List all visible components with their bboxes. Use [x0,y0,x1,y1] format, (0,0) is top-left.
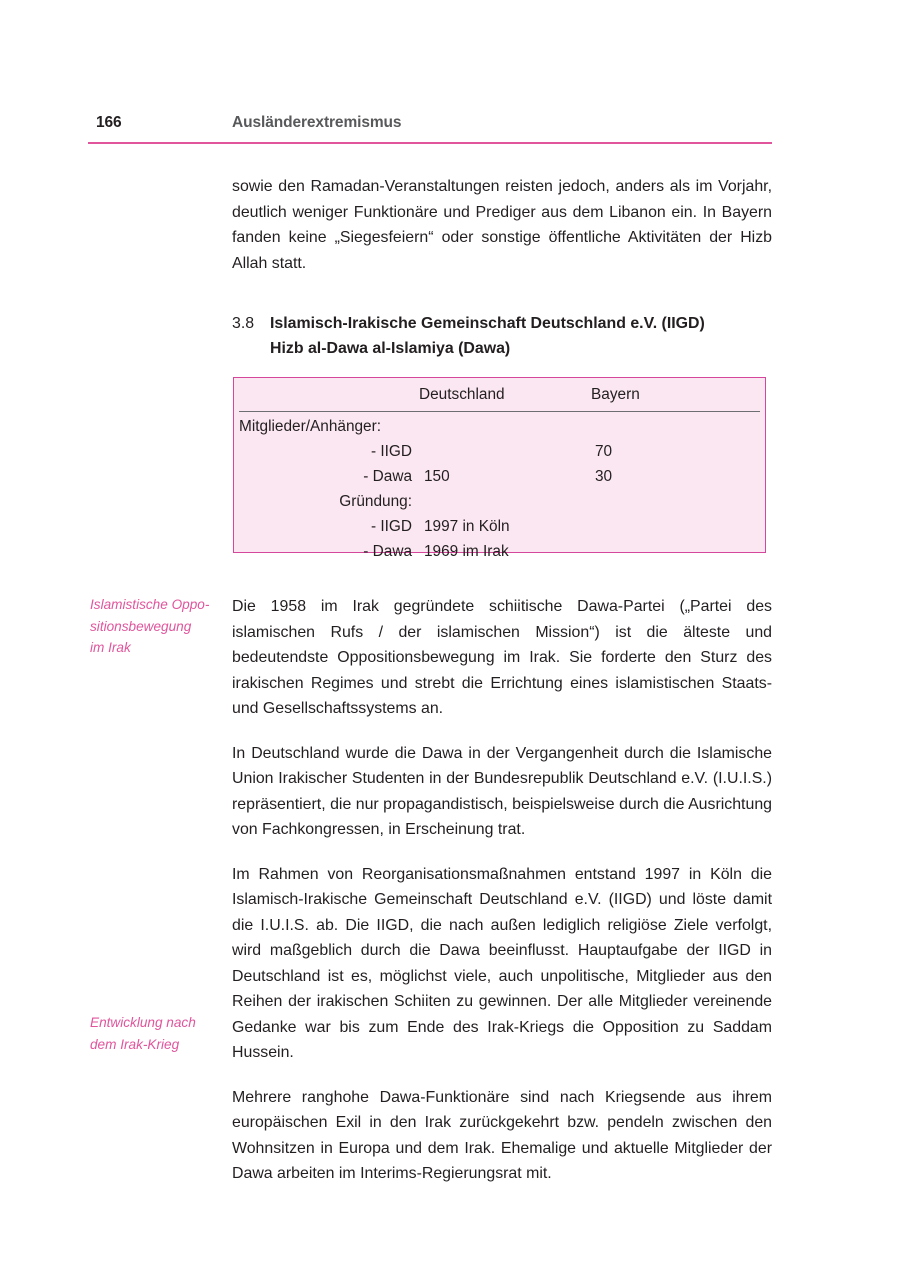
table-row [234,543,765,568]
main-text-column [232,594,772,1187]
marginal-note-line: Islamistische Oppo- [90,597,210,612]
data-box-value-bayern: 70 [595,443,613,460]
data-box-row-label: Gründung: [339,493,412,510]
data-box-row-label: - IIGD [370,518,412,535]
data-box-value-deutschland: 1997 in Köln [424,518,510,535]
page-running-head [88,114,772,144]
body-paragraph-4: Mehrere ranghohe Dawa-Funktionäre sind nach Kriegsende aus ihrem europäischen Exil in den Irak zurückgekehrt bzw. pendeln zwischen den Wohnsitzen in Europa und dem Irak. Ehemalige und aktuelle Mitglieder der Dawa arbeiten im Interims-Regierungsrat mit. [232,1088,772,1182]
data-box-column-header-bayern: Bayern [591,386,640,403]
marginal-note-line: sitionsbewegung [90,618,192,634]
data-box-row-label: - IIGD [370,443,412,460]
table-row [234,443,765,468]
marginal-note-line: dem Irak-Krieg [90,1036,180,1052]
data-box-column-header-deutschland: Deutschland [419,386,505,403]
marginal-note-entwicklung-nach-dem-irak-krieg [90,1012,222,1055]
intro-paragraph: sowie den Ramadan-Veranstaltungen reisten jedoch, anders als im Vorjahr, deutlich weniger Funktionäre und Prediger aus dem Libanon ein. In Bayern fanden keine „Siegesfeiern“ oder sonstige öffentliche Aktivitäten der Hizb Allah statt. [232,178,772,272]
marginal-note-line: Entwicklung nach [90,1015,196,1030]
body-paragraph-3: Im Rahmen von Reorganisationsmaßnahmen entstand 1997 in Köln die Islamisch-Irakische Gemeinschaft Deutschland e.V. (IIGD) und löste damit die I.U.I.S. ab. Die IIGD, die nach außen lediglich religiöse Ziele verfolgt, wird maßgeblich durch die Dawa beeinflusst. Hauptaufgabe der IIGD in Deutschland ist es, möglichst viele, auch unpolitische, Mitglieder aus den Reihen der irakischen Schiiten zu gewinnen. Der alle Mitglieder vereinende Gedanke war bis zum Ende des Irak-Kriegs die Opposition zu Saddam Hussein. [232,865,772,1061]
section-number: 3.8 [232,315,255,332]
section-title-line-1: Islamisch-Irakische Gemeinschaft Deutschland e.V. (IIGD) [270,315,705,332]
intro-text-column [232,174,772,381]
body-paragraph-2: In Deutschland wurde die Dawa in der Vergangenheit durch die Islamische Union Irakischer Studenten in der Bundesrepublik Deutschland e.V. (I.U.I.S.) repräsentiert, die nur propagandistisch, beispielsweise durch die Ausrichtung von Fachkongressen, in Erscheinung trat. [232,744,772,838]
table-row [234,493,765,518]
organisation-data-box [233,377,766,560]
section-heading [232,312,772,361]
running-title: Ausländerextremismus [232,114,402,131]
table-row [234,468,765,493]
data-box-row-label: - Dawa [363,543,412,560]
data-box-value-bayern: 30 [595,468,613,485]
data-box-value-deutschland: 1969 im Irak [424,543,509,560]
data-box-header-rule [239,411,760,412]
marginal-note-islamistische-oppositionsbewegung [90,594,222,659]
table-row [234,418,765,443]
data-box-row-label: - Dawa [363,468,412,485]
body-paragraph-1: Die 1958 im Irak gegründete schiitische Dawa-Partei („Partei des islamischen Rufs / der islamischen Mission“) ist die älteste und bedeutendste Oppositionsbewegung im Irak. Sie forderte den Sturz des irakischen Regimes und strebt die Errichtung eines islamistischen Staats- und Gesellschaftssystems an. [232,598,772,717]
section-title [270,312,772,361]
data-box-value-deutschland: 150 [424,468,450,485]
marginal-note-line: im Irak [90,640,131,655]
header-rule-divider [88,142,772,144]
page-number: 166 [96,114,122,131]
section-title-line-2: Hizb al-Dawa al-Islamiya (Dawa) [270,339,511,357]
table-row [234,518,765,543]
data-box-row-label: Mitglieder/Anhänger: [239,418,382,435]
